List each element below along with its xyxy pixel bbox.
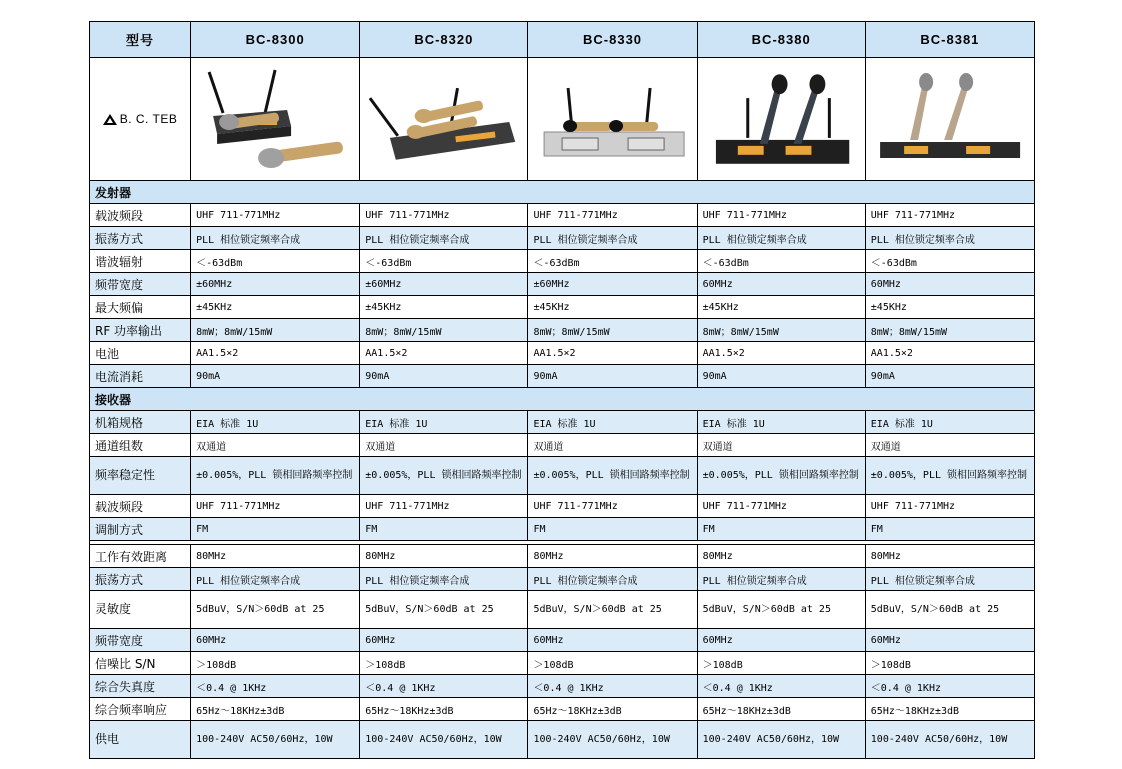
spec-value: 60MHz [865,273,1034,296]
spec-label: 电池 [90,342,191,365]
spec-value: 8mW；8mW/15mW [191,319,360,342]
spec-label: 谐波辐射 [90,250,191,273]
spec-row [90,721,1035,759]
spec-value: 5dBuV，S/N＞60dB at 25 [697,591,865,629]
spec-label: 电流消耗 [90,365,191,388]
gold-handheld-mic-pair-image [191,58,359,180]
spec-value: 8mW；8mW/15mW [360,319,528,342]
spec-value: AA1.5×2 [697,342,865,365]
spec-value: AA1.5×2 [191,342,360,365]
section-title: 接收器 [90,388,1035,411]
spec-row [90,273,1035,296]
spec-value: ＜0.4 @ 1KHz [697,675,865,698]
spec-value: EIA 标准 1U [528,411,697,434]
spec-label: 振荡方式 [90,568,191,591]
spec-value: 双通道 [528,434,697,457]
spec-row [90,434,1035,457]
spec-value: ＜0.4 @ 1KHz [360,675,528,698]
spec-label: 信噪比 S/N [90,652,191,675]
spec-row [90,457,1035,495]
product-image-cell [191,58,360,181]
model-name-cell: BC-8320 [360,22,528,58]
header-row [90,22,1035,58]
spec-value: 5dBuV，S/N＞60dB at 25 [865,591,1034,629]
spec-value: PLL 相位锁定频率合成 [528,227,697,250]
spec-value: 100-240V AC50/60Hz，10W [697,721,865,759]
spec-value: UHF 711-771MHz [697,204,865,227]
brand-text: B. C. TEB [119,112,178,126]
spec-value: 80MHz [191,545,360,568]
spec-value: FM [697,518,865,541]
spec-value: PLL 相位锁定频率合成 [191,227,360,250]
spec-value: UHF 711-771MHz [528,204,697,227]
spec-label: 载波频段 [90,495,191,518]
spec-row [90,319,1035,342]
spec-value: ＞108dB [360,652,528,675]
spec-value: ＜0.4 @ 1KHz [865,675,1034,698]
spec-value: 90mA [697,365,865,388]
section-title: 发射器 [90,181,1035,204]
spec-value: ±45KHz [865,296,1034,319]
spec-value: ＜-63dBm [191,250,360,273]
spec-value: UHF 711-771MHz [191,495,360,518]
spec-row [90,342,1035,365]
rack-receiver-silver-mics-image [866,58,1034,180]
model-name-cell: BC-8300 [191,22,360,58]
spec-value: 90mA [191,365,360,388]
spec-label: 频带宽度 [90,273,191,296]
spec-row [90,296,1035,319]
section-header-row [90,181,1035,204]
spec-row [90,365,1035,388]
spec-label: 通道组数 [90,434,191,457]
spec-value: 90mA [528,365,697,388]
brand-logo [90,58,190,180]
spec-row [90,227,1035,250]
spec-value: PLL 相位锁定频率合成 [697,568,865,591]
spec-row [90,591,1035,629]
triangle-logo-icon [103,114,117,125]
spec-value: ＞108dB [697,652,865,675]
spec-row [90,698,1035,721]
spec-value: 100-240V AC50/60Hz，10W [865,721,1034,759]
black-receiver-dark-mics-image [698,58,865,180]
spec-value: PLL 相位锁定频率合成 [697,227,865,250]
spec-value: ±0.005%，PLL 锁相回路频率控制 [191,457,360,495]
model-name-cell: BC-8330 [528,22,697,58]
spec-value: PLL 相位锁定频率合成 [360,568,528,591]
spec-value: UHF 711-771MHz [865,204,1034,227]
spec-value: ±45KHz [191,296,360,319]
spec-value: 80MHz [865,545,1034,568]
spec-label: 工作有效距离 [90,545,191,568]
spec-value: 60MHz [697,629,865,652]
spec-row [90,545,1035,568]
spec-table [89,21,1035,759]
spec-value: AA1.5×2 [360,342,528,365]
spec-value: FM [528,518,697,541]
spec-label: 振荡方式 [90,227,191,250]
spec-value: FM [191,518,360,541]
spec-value: 65Hz～18KHz±3dB [697,698,865,721]
spec-value: ±60MHz [360,273,528,296]
spec-value: PLL 相位锁定频率合成 [528,568,697,591]
spec-row [90,204,1035,227]
spec-value: PLL 相位锁定频率合成 [865,227,1034,250]
spec-row [90,250,1035,273]
spec-value: UHF 711-771MHz [360,495,528,518]
spec-value: 5dBuV，S/N＞60dB at 25 [191,591,360,629]
spec-value: 100-240V AC50/60Hz，10W [528,721,697,759]
spec-label: 供电 [90,721,191,759]
spec-row [90,568,1035,591]
spec-value: ＞108dB [865,652,1034,675]
spec-value: ±0.005%，PLL 锁相回路频率控制 [697,457,865,495]
spec-value: 8mW；8mW/15mW [865,319,1034,342]
spec-value: 双通道 [865,434,1034,457]
spec-value: 60MHz [697,273,865,296]
spec-label: 最大频偏 [90,296,191,319]
spec-value: 8mW；8mW/15mW [528,319,697,342]
spec-value: AA1.5×2 [865,342,1034,365]
spec-value: AA1.5×2 [528,342,697,365]
spec-value: 65Hz～18KHz±3dB [865,698,1034,721]
spec-value: PLL 相位锁定频率合成 [191,568,360,591]
spec-value: ＜0.4 @ 1KHz [528,675,697,698]
spec-value: EIA 标准 1U [360,411,528,434]
spec-row [90,411,1035,434]
spec-label: 综合失真度 [90,675,191,698]
spec-value: ＜-63dBm [528,250,697,273]
spec-value: 8mW；8mW/15mW [697,319,865,342]
spec-label: 机箱规格 [90,411,191,434]
spec-row [90,629,1035,652]
spec-row [90,652,1035,675]
spec-value: 60MHz [360,629,528,652]
spec-value: ＜-63dBm [697,250,865,273]
spec-value: UHF 711-771MHz [865,495,1034,518]
product-image-cell [360,58,528,181]
spec-value: ＜-63dBm [360,250,528,273]
spec-value: PLL 相位锁定频率合成 [865,568,1034,591]
spec-value: ±45KHz [360,296,528,319]
spec-value: ±60MHz [191,273,360,296]
spec-label: 调制方式 [90,518,191,541]
product-image-cell [697,58,865,181]
spec-value: ±0.005%，PLL 锁相回路频率控制 [865,457,1034,495]
spec-value: UHF 711-771MHz [697,495,865,518]
spec-value: 双通道 [191,434,360,457]
spec-value: ＞108dB [191,652,360,675]
spec-row [90,518,1035,541]
spec-value: 80MHz [528,545,697,568]
spec-label: 综合频率响应 [90,698,191,721]
spec-value: 65Hz～18KHz±3dB [191,698,360,721]
spec-value: EIA 标准 1U [697,411,865,434]
model-name-cell: BC-8380 [697,22,865,58]
spec-value: ±45KHz [697,296,865,319]
spec-value: 80MHz [697,545,865,568]
spec-value: ±60MHz [528,273,697,296]
spec-value: 60MHz [191,629,360,652]
spec-value: 5dBuV，S/N＞60dB at 25 [360,591,528,629]
spec-value: PLL 相位锁定频率合成 [360,227,528,250]
spec-value: 65Hz～18KHz±3dB [528,698,697,721]
spec-row [90,495,1035,518]
brand-logo-cell [90,58,191,181]
spec-label: 灵敏度 [90,591,191,629]
spec-value: UHF 711-771MHz [191,204,360,227]
spec-value: 双通道 [697,434,865,457]
product-image-cell [528,58,697,181]
spec-value: 90mA [865,365,1034,388]
spec-value: FM [360,518,528,541]
spec-value: 双通道 [360,434,528,457]
spec-row [90,675,1035,698]
spec-value: 60MHz [865,629,1034,652]
gold-mic-receiver-image [360,58,527,180]
spec-value: ±45KHz [528,296,697,319]
spec-label: 频带宽度 [90,629,191,652]
spec-value: ＞108dB [528,652,697,675]
model-name-cell: BC-8381 [865,22,1034,58]
spec-value: 5dBuV，S/N＞60dB at 25 [528,591,697,629]
spec-label: 频率稳定性 [90,457,191,495]
spec-label: RF 功率输出 [90,319,191,342]
spec-value: 100-240V AC50/60Hz，10W [191,721,360,759]
spec-value: 100-240V AC50/60Hz，10W [360,721,528,759]
spec-value: FM [865,518,1034,541]
section-header-row [90,388,1035,411]
spec-value: 80MHz [360,545,528,568]
spec-value: ＜0.4 @ 1KHz [191,675,360,698]
spec-value: ±0.005%，PLL 锁相回路频率控制 [360,457,528,495]
spec-value: 90mA [360,365,528,388]
spec-value: EIA 标准 1U [865,411,1034,434]
spec-value: UHF 711-771MHz [360,204,528,227]
product-image-cell [865,58,1034,181]
spec-value: ±0.005%，PLL 锁相回路频率控制 [528,457,697,495]
spec-label: 载波频段 [90,204,191,227]
model-label-cell: 型号 [90,22,191,58]
image-row [90,58,1035,181]
spec-value: EIA 标准 1U [191,411,360,434]
spec-value: 65Hz～18KHz±3dB [360,698,528,721]
silver-receiver-mics-image [528,58,696,180]
spec-value: 60MHz [528,629,697,652]
spec-value: ＜-63dBm [865,250,1034,273]
spec-value: UHF 711-771MHz [528,495,697,518]
